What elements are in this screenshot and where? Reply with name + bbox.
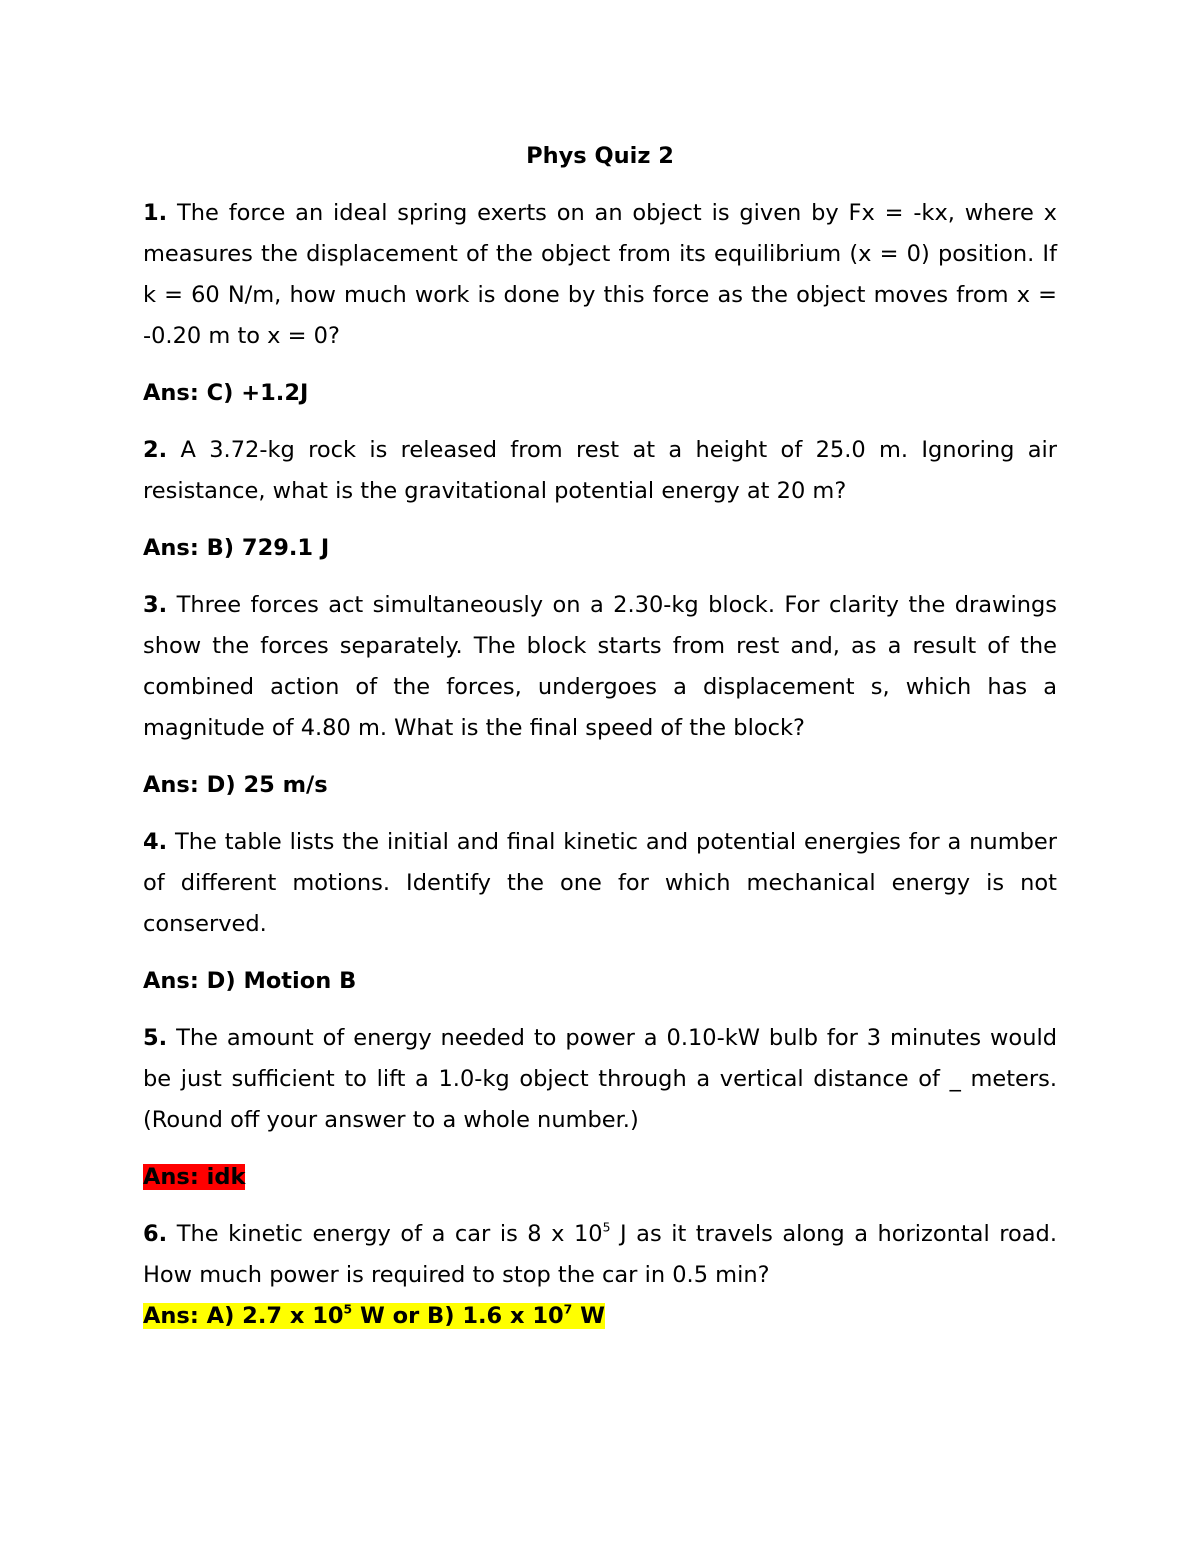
question-text: Three forces act simultaneously on a 2.30-kg block. For clarity the drawings show the forces separately. The block starts from rest and, as a result of the combined action of the forces, undergoes a displacement s, which has a magnitude of 4.80 m. What is the final speed of the block? <box>143 592 1057 741</box>
question-number: 2. <box>143 437 168 463</box>
question-number: 5. <box>143 1025 168 1051</box>
question-4 <box>143 822 1057 945</box>
answer-option-a <box>143 1303 385 1329</box>
question-5 <box>143 1018 1057 1141</box>
answer-5 <box>143 1157 1057 1198</box>
question-text-part-1: The kinetic energy of a car is 8 x 10 <box>167 1221 603 1247</box>
answer-a-unit: W <box>352 1303 385 1329</box>
answer-1: Ans: C) +1.2J <box>143 380 309 406</box>
question-6 <box>143 1214 1057 1296</box>
answer-a-exponent: 5 <box>343 1302 353 1317</box>
document-body <box>143 136 1057 1353</box>
answer-b-unit: W <box>572 1303 605 1329</box>
question-3 <box>143 585 1057 749</box>
question-number: 6. <box>143 1221 168 1247</box>
question-text-part-2: J as it travels along a horizontal road. How much power is required to stop the car in 0.5 min? <box>143 1221 1057 1288</box>
question-2 <box>143 430 1057 512</box>
answer-or: or <box>384 1303 428 1329</box>
question-1 <box>143 193 1057 357</box>
question-text: The amount of energy needed to power a 0.10-kW bulb for 3 minutes would be just sufficient to lift a 1.0-kg object through a vertical distance of _ meters. (Round off your answer to a whole number.) <box>143 1025 1057 1133</box>
question-number: 1. <box>143 200 168 226</box>
answer-a-base: Ans: A) 2.7 x 10 <box>143 1303 344 1329</box>
answer-b-base: B) 1.6 x 10 <box>427 1303 564 1329</box>
question-text: A 3.72-kg rock is released from rest at a height of 25.0 m. Ignoring air resistance, what is the gravitational potential energy at 20 m? <box>143 437 1057 504</box>
question-number: 4. <box>143 829 168 855</box>
question-number: 3. <box>143 592 168 618</box>
answer-option-b <box>427 1303 605 1329</box>
answer-2: Ans: B) 729.1 J <box>143 535 330 561</box>
answer-highlight-red: Ans: idk <box>143 1164 246 1190</box>
page-title: Phys Quiz 2 <box>526 143 674 169</box>
answer-3: Ans: D) 25 m/s <box>143 772 328 798</box>
question-text: The force an ideal spring exerts on an object is given by Fx = -kx, where x measures the displacement of the object from its equilibrium (x = 0) position. If k = 60 N/m, how much work is done by this force as the object moves from x = -0.20 m to x = 0? <box>143 200 1057 349</box>
question-exponent: 5 <box>602 1220 611 1235</box>
question-text: The table lists the initial and final kinetic and potential energies for a number of different motions. Identify the one for which mechanical energy is not conserved. <box>143 829 1057 937</box>
answer-4: Ans: D) Motion B <box>143 968 357 994</box>
answer-6 <box>143 1296 1057 1337</box>
answer-b-exponent: 7 <box>563 1302 573 1317</box>
